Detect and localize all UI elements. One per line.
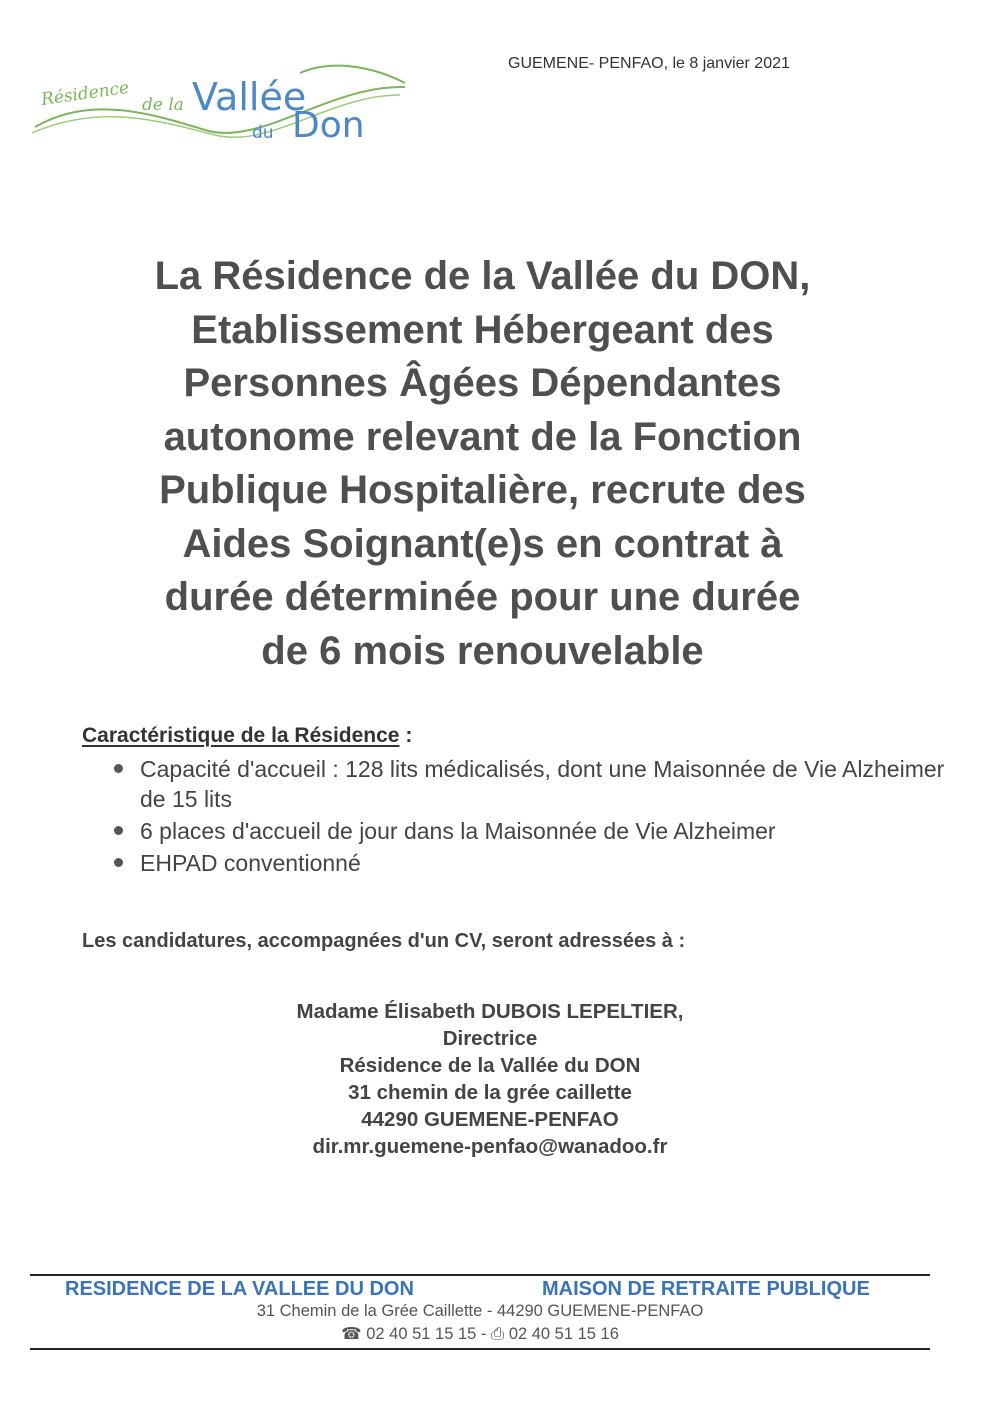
letter-date: GUEMENE- PENFAO, le 8 janvier 2021 [508,55,790,72]
footer-subtitle: MAISON DE RETRAITE PUBLIQUE [542,1278,870,1300]
characteristics-list [82,754,962,878]
headline-line: autonome relevant de la Fonction [163,414,802,459]
headline-line: Personnes Âgées Dépendantes [183,361,782,405]
bullet-icon [114,764,123,773]
headline [60,250,905,678]
logo-don-text: Don [292,105,365,146]
contact-org: Résidence de la Vallée du DON [339,1054,641,1077]
logo-vallee-text: Vallée [192,75,307,119]
contact-name: Madame Élisabeth DUBOIS LEPELTIER, [296,1000,684,1023]
bullet-icon [114,858,123,867]
footer-address: 31 Chemin de la Grée Caillette - 44290 GUEMENE-PENFAO [256,1302,704,1320]
candidatures-text: Les candidatures, accompagnées d'un CV, seront adressées à : [82,930,686,952]
footer-residence-name: RESIDENCE DE LA VALLEE DU DON [65,1278,414,1300]
headline-line: Etablissement Hébergeant des [191,307,774,352]
logo-du-text: du [252,123,274,143]
footer-divider-top [30,1274,930,1276]
headline-line: Publique Hospitalière, recrute des [159,468,806,512]
list-item: Capacité d'accueil : 128 lits médicalisés, dont une Maisonnée de Vie Alzheimer de 15 lits [112,754,962,814]
characteristics-title: Caractéristique de la Résidence : [82,724,413,747]
residence-logo [30,55,410,155]
footer-fax: 02 40 51 15 16 [508,1325,619,1343]
list-item: 6 places d'accueil de jour dans la Maisonnée de Vie Alzheimer [112,816,962,846]
phone-icon: ☎ [341,1325,362,1343]
bullet-icon [114,826,123,835]
list-item: EHPAD conventionné [112,848,962,878]
headline-line: durée déterminée pour une durée [164,575,801,619]
contact-street: 31 chemin de la grée caillette [348,1081,632,1104]
headline-line: La Résidence de la Vallée du DON, [154,254,811,298]
footer-phone: 02 40 51 15 15 [366,1325,477,1343]
contact-city: 44290 GUEMENE-PENFAO [361,1108,619,1131]
footer-contact-line [0,1324,960,1344]
headline-line: de 6 mois renouvelable [261,628,704,673]
contact-email[interactable]: dir.mr.guemene-penfao@wanadoo.fr [312,1135,668,1158]
characteristics-section [82,724,962,880]
contact-role: Directrice [442,1027,538,1050]
headline-line: Aides Soignant(e)s en contrat à [182,521,783,566]
footer-divider-bottom [30,1348,930,1350]
logo-residence-text: Résidence [39,77,131,110]
contact-block [180,998,800,1160]
fax-icon: ⎙ [491,1325,505,1343]
footer-separator: - [476,1325,492,1343]
logo-de-la-text: de la [142,95,184,115]
